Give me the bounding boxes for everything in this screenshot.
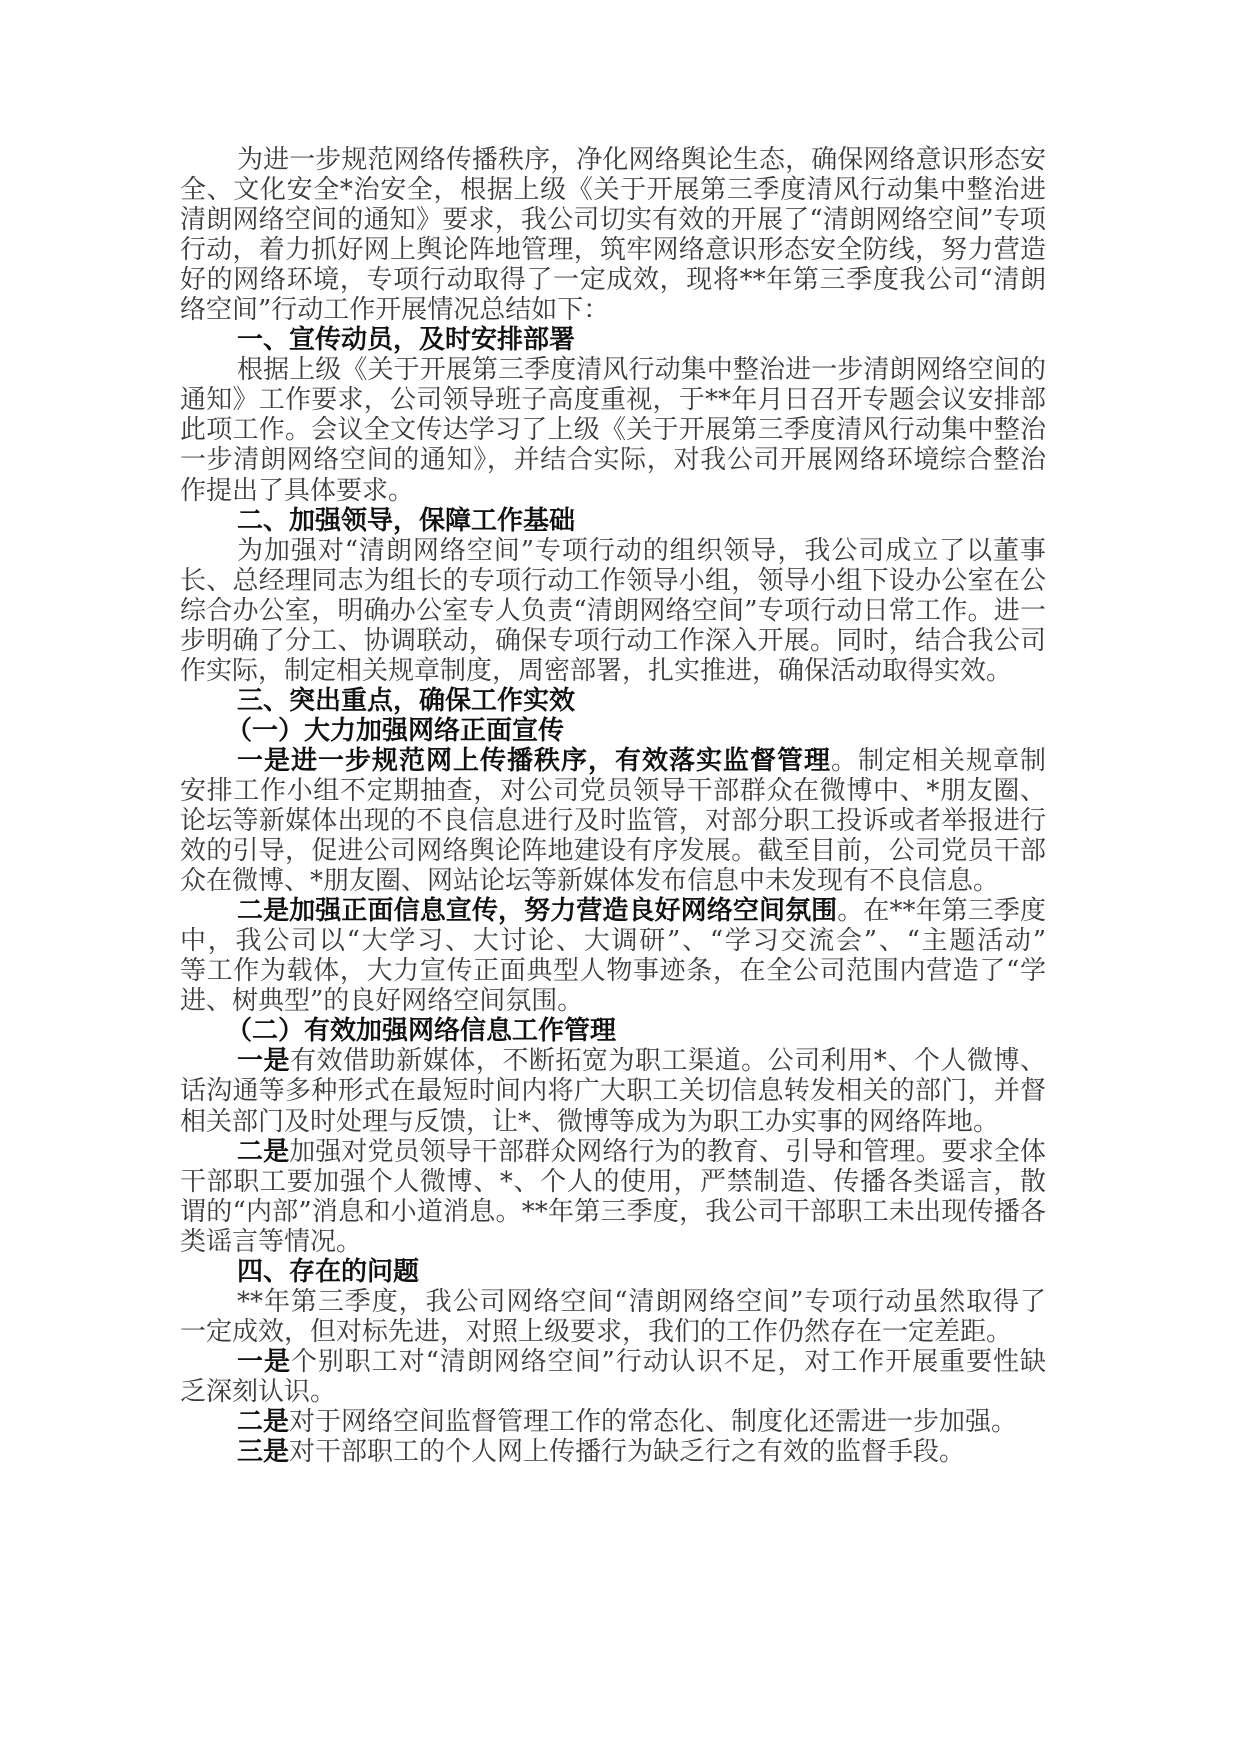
line-text: 好的网络环境，专项行动取得了一定成效，现将**年第三季度我公司“清朗: [180, 265, 1046, 296]
bold-lead: 三是: [237, 1437, 290, 1468]
paragraph: [180, 1347, 1046, 1407]
bold-lead: 一是: [237, 1346, 291, 1377]
text-line: [180, 926, 1046, 956]
line-text: 长、总经理同志为组长的专项行动工作领导小组，领导小组下设办公室在公: [180, 565, 1046, 596]
line-text: 对于网络空间监督管理工作的常态化、制度化还需进一步加强。: [289, 1406, 1018, 1437]
line-text: 作实际，制定相关规章制度，周密部署，扎实推进，确保活动取得实效。: [180, 655, 1013, 686]
paragraph: [180, 355, 1046, 505]
line-text: 加强对党员领导干部群众网络行为的教育、引导和管理。要求全体: [289, 1136, 1046, 1167]
line-text: 全、文化安全*治安全，根据上级《关于开展第三季度清风行动集中整治进: [180, 175, 1046, 206]
line-text: 众在微博、*朋友圈、网站论坛等新媒体发布信息中未发现有不良信息。: [180, 866, 1000, 897]
line-text: 相关部门及时处理与反馈，让*、微博等成为为职工办实事的网络阵地。: [180, 1106, 1000, 1137]
line-text: 安排工作小组不定期抽查，对公司党员领导干部群众在微博中、*朋友圈、: [180, 775, 1046, 806]
line-text: 行动，着力抓好网上舆论阵地管理，筑牢网络意识形态安全防线，努力营造: [180, 235, 1046, 266]
text-line: [180, 746, 1046, 776]
line-text: 乏深刻认识。: [180, 1376, 337, 1407]
text-line: [180, 1287, 1046, 1317]
line-text: 进、树典型”的良好网络空间氛围。: [180, 986, 584, 1017]
text-line: [180, 1317, 1046, 1347]
text-line: [180, 445, 1046, 475]
bold-lead: 二是加强正面信息宣传，努力营造良好网络空间氛围: [237, 896, 838, 927]
line-text: 。制定相关规章制: [830, 745, 1046, 776]
text-line: [180, 986, 1046, 1016]
line-text: 论坛等新媒体出现的不良信息进行及时监管，对部分职工投诉或者举报进行: [180, 806, 1046, 837]
text-line: [180, 1046, 1046, 1076]
line-text: 二、加强领导，保障工作基础: [237, 505, 576, 536]
line-text: 个别职工对“清朗网络空间”行动认识不足，对工作开展重要性缺: [290, 1346, 1046, 1377]
text-line: [180, 536, 1046, 566]
line-text: 谓的“内部”消息和小道消息。**年第三季度，我公司干部职工未出现传播各: [180, 1196, 1046, 1227]
line-text: （二）有效加强网络信息工作管理: [226, 1016, 617, 1047]
text-line: [180, 1197, 1046, 1227]
text-line: [180, 806, 1046, 836]
line-text: 为加强对“清朗网络空间”专项行动的组织领导，我公司成立了以董事: [237, 535, 1046, 566]
text-line: [180, 626, 1046, 656]
text-line: [180, 956, 1046, 986]
text-line: [180, 896, 1046, 926]
text-line: [180, 596, 1046, 626]
line-text: 综合办公室，明确办公室专人负责“清朗网络空间”专项行动日常工作。进一: [180, 595, 1046, 626]
paragraph: [180, 1137, 1046, 1257]
paragraph: [180, 145, 1046, 325]
text-line: [180, 1167, 1046, 1197]
line-text: 通知》工作要求，公司领导班子高度重视，于**年月日召开专题会议安排部: [180, 385, 1046, 416]
line-text: 步明确了分工、协调联动，确保专项行动工作深入开展。同时，结合我公司: [180, 625, 1046, 656]
line-text: 有效借助新媒体，不断拓宽为职工渠道。公司利用*、个人微博、: [290, 1046, 1046, 1077]
text-line: [180, 1227, 1046, 1257]
line-text: 中，我公司以“大学习、大讨论、大调研”、“学习交流会”、“主题活动”: [180, 926, 1046, 957]
text-line: [180, 836, 1046, 866]
text-line: [180, 566, 1046, 596]
text-line: [180, 1107, 1046, 1137]
line-text: 络空间”行动工作开展情况总结如下：: [180, 295, 610, 326]
text-line: [180, 385, 1046, 415]
bold-lead: 二是: [237, 1136, 290, 1167]
text-line: [180, 1347, 1046, 1377]
section-heading: [180, 325, 1046, 355]
text-line: [180, 1016, 1046, 1046]
text-line: [180, 476, 1046, 506]
bold-lead: 一是: [237, 1046, 291, 1077]
bold-lead: 一是进一步规范网上传播秩序，有效落实监督管理: [237, 745, 831, 776]
text-line: [180, 355, 1046, 385]
line-text: 一、宣传动员，及时安排部署: [237, 325, 576, 356]
line-text: 一步清朗网络空间的通知》，并结合实际，对我公司开展网络环境综合整治: [180, 445, 1046, 476]
text-line: [180, 175, 1046, 205]
paragraph: [180, 1407, 1046, 1437]
text-line: [180, 295, 1046, 325]
text-line: [180, 325, 1046, 355]
line-text: （一）大力加强网络正面宣传: [226, 715, 565, 746]
bold-lead: 二是: [237, 1406, 290, 1437]
text-line: [180, 1437, 1046, 1467]
section-heading: [180, 686, 1046, 716]
text-line: [180, 1407, 1046, 1437]
line-text: 作提出了具体要求。: [180, 475, 415, 506]
line-text: 类谣言等情况。: [180, 1226, 363, 1257]
section-heading: [180, 1257, 1046, 1287]
text-line: [180, 145, 1046, 175]
paragraph: [180, 896, 1046, 1016]
line-text: 。在**年第三季度: [837, 896, 1046, 927]
text-line: [180, 716, 1046, 746]
paragraph: [180, 1437, 1046, 1467]
line-text: 此项工作。会议全文传达学习了上级《关于开展第三季度清风行动集中整治: [180, 415, 1046, 446]
text-line: [180, 415, 1046, 445]
text-line: [180, 1137, 1046, 1167]
line-text: 根据上级《关于开展第三季度清风行动集中整治进一步清朗网络空间的: [237, 355, 1046, 386]
subsection-heading: [180, 716, 1046, 746]
line-text: 对干部职工的个人网上传播行为缺乏行之有效的监督手段。: [289, 1437, 966, 1468]
line-text: **年第三季度，我公司网络空间“清朗网络空间”专项行动虽然取得了: [237, 1286, 1046, 1317]
line-text: 等工作为载体，大力宣传正面典型人物事迹条，在全公司范围内营造了“学: [180, 956, 1046, 987]
line-text: 一定成效，但对标先进，对照上级要求，我们的工作仍然存在一定差距。: [180, 1316, 1013, 1347]
text-line: [180, 1076, 1046, 1106]
paragraph: [180, 746, 1046, 896]
text-line: [180, 205, 1046, 235]
line-text: 为进一步规范网络传播秩序，净化网络舆论生态，确保网络意识形态安: [237, 145, 1046, 175]
text-line: [180, 1377, 1046, 1407]
line-text: 话沟通等多种形式在最短时间内将广大职工关切信息转发相关的部门，并督: [180, 1076, 1046, 1107]
text-line: [180, 265, 1046, 295]
text-line: [180, 1257, 1046, 1287]
document-body: [180, 145, 1046, 1467]
line-text: 三、突出重点，确保工作实效: [237, 685, 576, 716]
line-text: 清朗网络空间的通知》要求，我公司切实有效的开展了“清朗网络空间”专项: [180, 205, 1046, 236]
line-text: 干部职工要加强个人微博、*、个人的使用，严禁制造、传播各类谣言，散: [180, 1166, 1046, 1197]
section-heading: [180, 506, 1046, 536]
text-line: [180, 656, 1046, 686]
text-line: [180, 776, 1046, 806]
subsection-heading: [180, 1016, 1046, 1046]
text-line: [180, 686, 1046, 716]
line-text: 四、存在的问题: [237, 1256, 420, 1287]
paragraph: [180, 1287, 1046, 1347]
text-line: [180, 866, 1046, 896]
paragraph: [180, 1046, 1046, 1136]
text-line: [180, 235, 1046, 265]
line-text: 效的引导，促进公司网络舆论阵地建设有序发展。截至目前，公司党员干部: [180, 836, 1046, 867]
text-line: [180, 506, 1046, 536]
paragraph: [180, 536, 1046, 686]
